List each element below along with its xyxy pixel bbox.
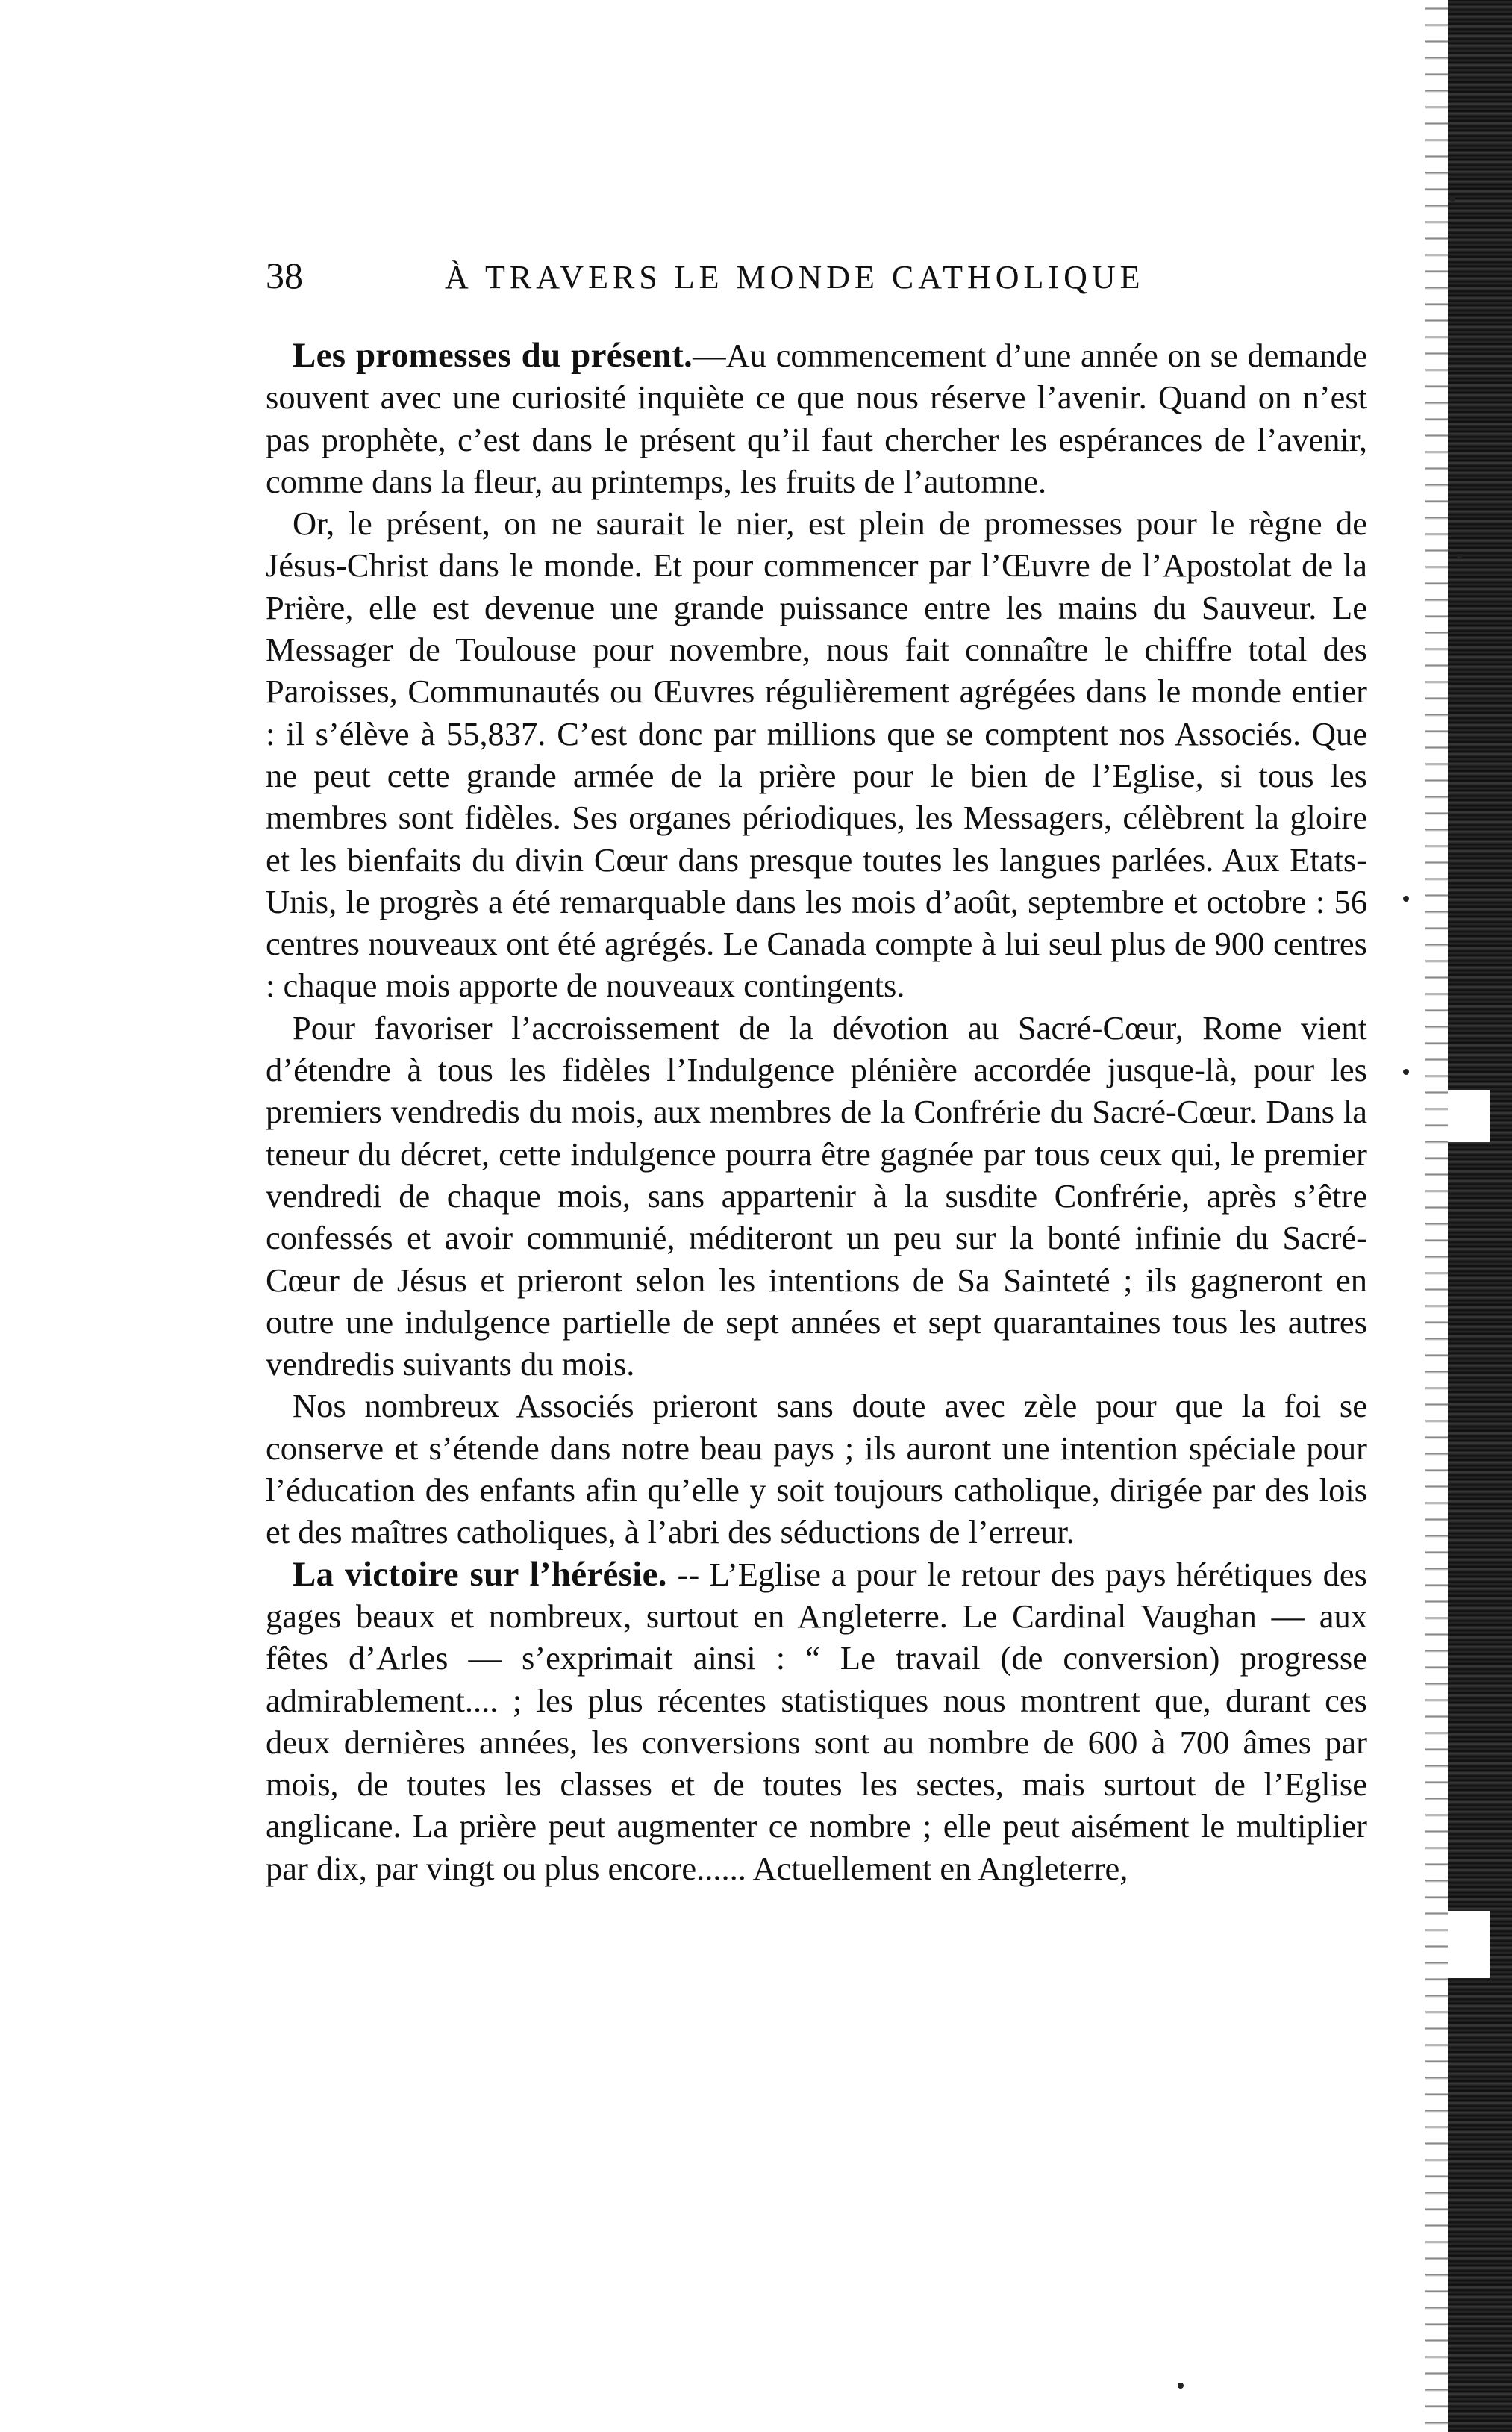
- paragraph: [266, 334, 1367, 502]
- scan-speck: [1178, 2383, 1184, 2389]
- paragraph: [266, 1553, 1367, 1889]
- scan-edge-gap: [1448, 1090, 1490, 1142]
- section-heading: Les promesses du présent.: [293, 336, 693, 375]
- paragraph-text: —Au commencement d’une année on se demande souvent avec une curiosité inquiète ce que nous réserve l’avenir. Quand on n’est pas prophète, c’est dans le présent qu’il faut chercher les espérances de l’avenir, comme dans la fleur, au printemps, les fruits de l’automne.: [266, 337, 1368, 500]
- page-number: 38: [266, 255, 303, 296]
- scan-speck: [1457, 554, 1462, 559]
- paragraph: Pour favoriser l’accroissement de la dévotion au Sacré-Cœur, Rome vient d’étendre à tous les fidèles l’Indulgence plénière accordée jusque-là, pour les premiers vendredis du mois, aux membres de la Confrérie du Sacré-Cœur. Dans la teneur du décret, cette indulgence pourra être gagnée par tous ceux qui, le premier vendredi de chaque mois, sans appartenir à la susdite Confrérie, après s’être confessés et avoir communié, méditeront un peu sur la bonté infinie du Sacré-Cœur de Jésus et prieront selon les intentions de Sa Sainteté ; ils gagneront en outre une indulgence partielle de sept années et sept quarantaines tous les autres vendredis suivants du mois.: [266, 1008, 1367, 1383]
- scan-speck: [1403, 896, 1409, 902]
- scan-speck: [1449, 196, 1455, 202]
- scan-edge-shadow: [1448, 0, 1512, 2432]
- scan-speck: [1403, 1069, 1409, 1075]
- running-head: À TRAVERS LE MONDE CATHOLIQUE: [445, 259, 1145, 296]
- scan-edge-fringe: [1425, 0, 1448, 2432]
- paragraph: Or, le présent, on ne saurait le nier, est plein de promesses pour le règne de Jésus-Christ dans le monde. Et pour commencer par l’Œuvre de l’Apostolat de la Prière, elle est devenue une grande puissance entre les mains du Sauveur. Le Messager de Toulouse pour novembre, nous fait connaître le chiffre total des Paroisses, Communautés ou Œuvres régulièrement agrégées dans le monde entier : il s’élève à 55,837. C’est donc par millions que se comptent nos Associés. Que ne peut cette grande armée de la prière pour le bien de l’Eglise, si tous les membres sont fidèles. Ses organes périodiques, les Messagers, célèbrent la gloire et les bienfaits du divin Cœur dans presque toutes les langues parlées. Aux Etats-Unis, le progrès a été remarquable dans les mois d’août, septembre et octobre : 56 centres nouveaux ont été agrégés. Le Canada compte à lui seul plus de 900 centres : chaque mois apporte de nouveaux contingents.: [266, 505, 1367, 1005]
- page-body: [266, 334, 1367, 1889]
- page-header: [266, 254, 1228, 297]
- section-heading: La victoire sur l’hérésie.: [293, 1554, 667, 1594]
- paragraph-text: -- L’Eglise a pour le retour des pays hérétiques des gages beaux et nombreux, surtout en Angleterre. Le Cardinal Vaughan — aux fêtes d’Arles — s’exprimait ainsi : “ Le travail (de conversion) progresse admirablement.... ; les plus récentes statistiques nous montrent que, durant ces deux dernières années, les conversions sont au nombre de 600 à 700 âmes par mois, de toutes les classes et de toutes les sectes, mais surtout de l’Eglise anglicane. La prière peut augmenter ce nombre ; elle peut aisément le multiplier par dix, par vingt ou plus encore...... Actuellement en Angleterre,: [266, 1555, 1367, 1887]
- paragraph: Nos nombreux Associés prieront sans doute avec zèle pour que la foi se conserve et s’étende dans notre beau pays ; ils auront une intention spéciale pour l’éducation des enfants afin qu’elle y soit toujours catholique, dirigée par des lois et des maîtres catholiques, à l’abri des séductions de l’erreur.: [266, 1387, 1367, 1551]
- scan-edge-gap: [1448, 1911, 1490, 1978]
